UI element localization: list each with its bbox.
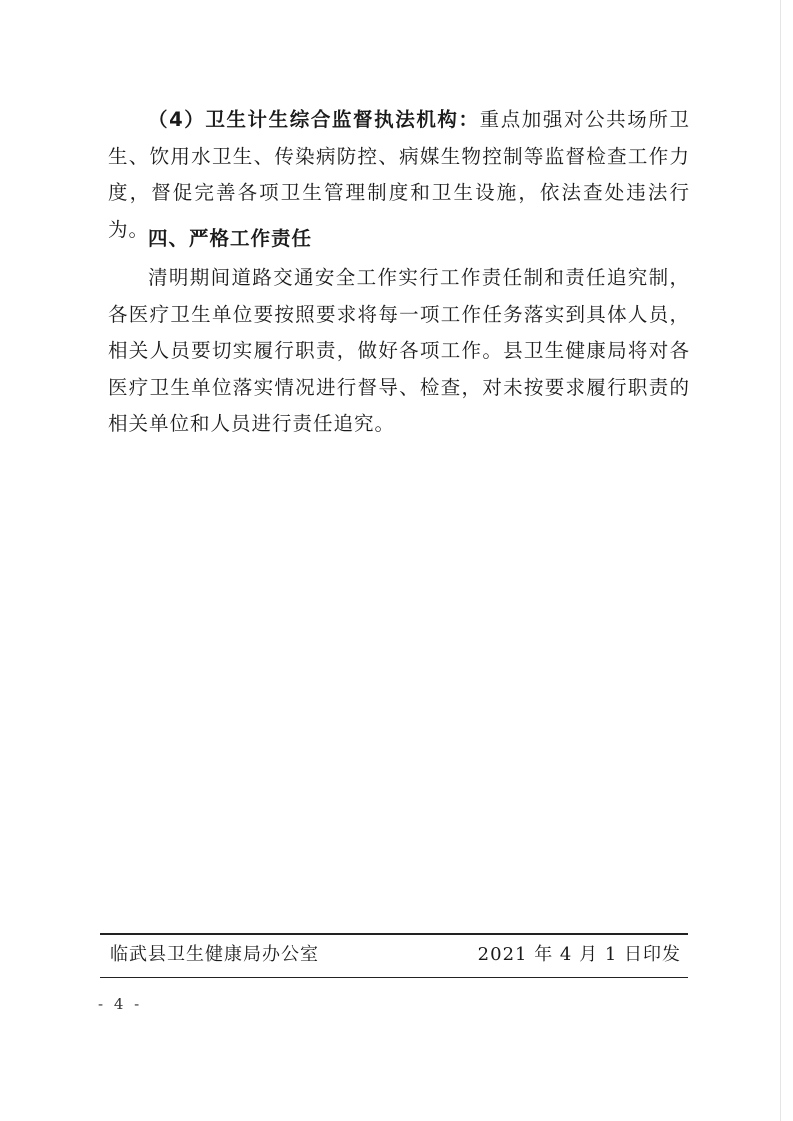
section-heading: 四、严格工作责任 [148, 227, 313, 250]
scan-edge-line [780, 0, 781, 1121]
paragraph-responsibility: 清明期间道路交通安全工作实行工作责任制和责任追究制，各医疗卫生单位要按照要求将每一项工作任务落实到具体人员，相关人员要切实履行职责，做好各项工作。县卫生健康局将对各医疗卫生单位落实情况进行督导、检查，对未按要求履行职责的相关单位和人员进行责任追究。 [108, 266, 690, 435]
footer-top-rule [100, 933, 688, 935]
paragraph-lead-label: （4）卫生计生综合监督执法机构： [148, 108, 480, 131]
issuer-name: 临武县卫生健康局办公室 [110, 944, 319, 965]
paragraph-body-text: 重点加强对公共场所卫生、饮用水卫生、传染病防控、病媒生物控制等监督检查工作力度，督促完善各项卫生管理制度和卫生设施，依法查处违法行为。 [108, 108, 690, 241]
page-number: - 4 - [98, 995, 143, 1013]
issue-date: 2021 年 4 月 1 日印发 [477, 944, 681, 965]
footer-bottom-rule [100, 977, 688, 978]
